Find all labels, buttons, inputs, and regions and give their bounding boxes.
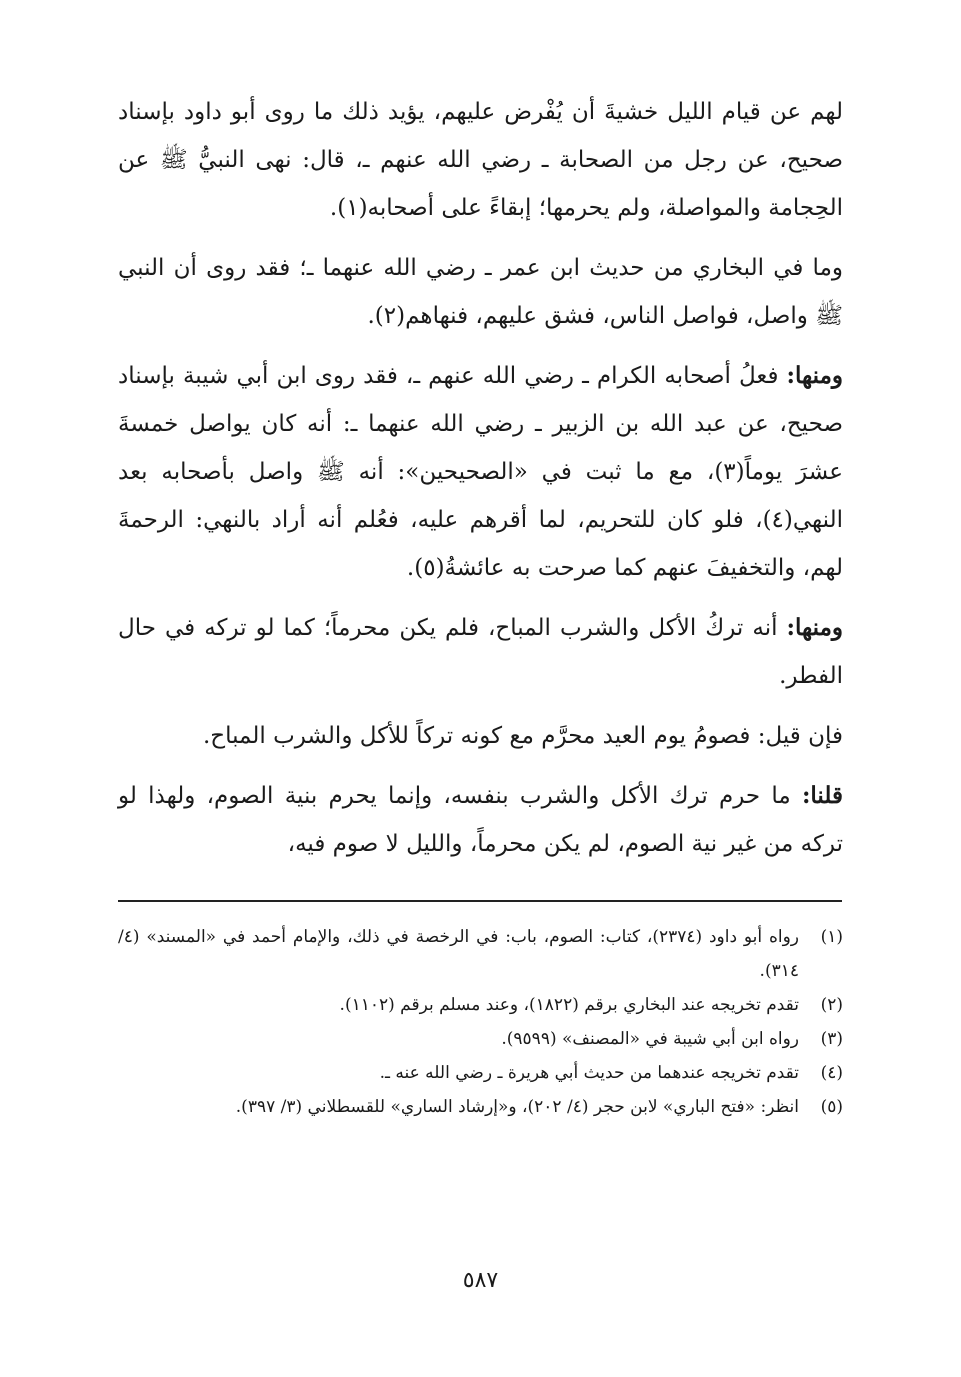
paragraph-4-text: أنه تركُ الأكل والشرب المباح، فلم يكن محرماً؛ كما لو تركه في حال الفطر. <box>118 615 843 689</box>
paragraph-3-text: فعلُ أصحابه الكرام ـ رضي الله عنهم ـ، فقد روى ابن أبي شيبة بإسناد صحيح، عن عبد الله بن الزبير ـ رضي الله عنهما ـ: أنه كان يواصل خمسةَ عشرَ يوماً(٣)، مع ما ثبت في «الصحيحين»: أنه ﷺ واصل بأصحابه بعد النهي(٤)، فلو كان للتحريم، لما أقرهم عليه، فعُلم أنه أراد بالنهي: الرحمةَ لهم، والتخفيفَ عنهم كما صرحت به عائشةُ(٥). <box>118 363 843 581</box>
footnote <box>118 1090 843 1124</box>
footnote-number: (٥) <box>820 1097 843 1117</box>
footnote-divider <box>118 900 842 902</box>
footnote-text: تقدم تخريجه عندهما من حديث أبي هريرة ـ رضي الله عنه ـ. <box>379 1063 799 1083</box>
footnote-text: انظر: «فتح الباري» لابن حجر (٤/ ٢٠٢)، و«إرشاد الساري» للقسطلاني (٣/ ٣٩٧). <box>235 1097 799 1117</box>
page-number: ٥٨٧ <box>462 1268 499 1293</box>
paragraph-3-lead: ومنها: <box>786 362 843 389</box>
footnote-text: رواه أبو داود (٢٣٧٤)، كتاب: الصوم، باب: في الرخصة في ذلك، والإمام أحمد في «المسند» (٤/ ٣١٤). <box>118 927 799 981</box>
footnote <box>118 1022 843 1056</box>
footnote-text: تقدم تخريجه عند البخاري برقم (١٨٢٢)، وعند مسلم برقم (١١٠٢). <box>339 995 799 1015</box>
paragraph-5: فإن قيل: فصومُ يوم العيد محرَّم مع كونه تركاً للأكل والشرب المباح. <box>202 723 843 749</box>
paragraph-2: وما في البخاري من حديث ابن عمر ـ رضي الله عنهما ـ؛ فقد روى أن النبي ﷺ واصل، فواصل الناس، فشق عليهم، فنهاهم(٢). <box>118 255 843 329</box>
paragraph-6-text: ما حرم ترك الأكل والشرب بنفسه، وإنما يحرم بنية الصوم، ولهذا لو تركه من غير نية الصوم، لم يكن محرماً، والليل لا صوم فيه، <box>118 783 843 857</box>
paragraph-3 <box>118 352 843 592</box>
paragraph-6-lead: قلنا: <box>801 782 843 809</box>
paragraph-6 <box>118 772 843 868</box>
main-text <box>118 88 843 880</box>
paragraph-4-lead: ومنها: <box>786 614 843 641</box>
footnote <box>118 920 843 988</box>
footnote-number: (١) <box>820 927 843 947</box>
paragraph-4 <box>118 604 843 700</box>
footnote-number: (٤) <box>820 1063 843 1083</box>
footnote <box>118 988 843 1022</box>
footnote-number: (٢) <box>820 995 843 1015</box>
paragraph-1: لهم عن قيام الليل خشيةَ أن يُفْرض عليهم، يؤيد ذلك ما روى أبو داود بإسناد صحيح، عن رجل من الصحابة ـ رضي الله عنهم ـ، قال: نهى النبيُّ ﷺ عن الحِجامة والمواصلة، ولم يحرمها؛ إبقاءً على أصحابه(١). <box>118 99 843 221</box>
footnote-text: رواه ابن أبي شيبة في «المصنف» (٩٥٩٩). <box>501 1029 799 1049</box>
footnote <box>118 1056 843 1090</box>
footnote-number: (٣) <box>820 1029 843 1049</box>
footnotes <box>118 920 843 1124</box>
